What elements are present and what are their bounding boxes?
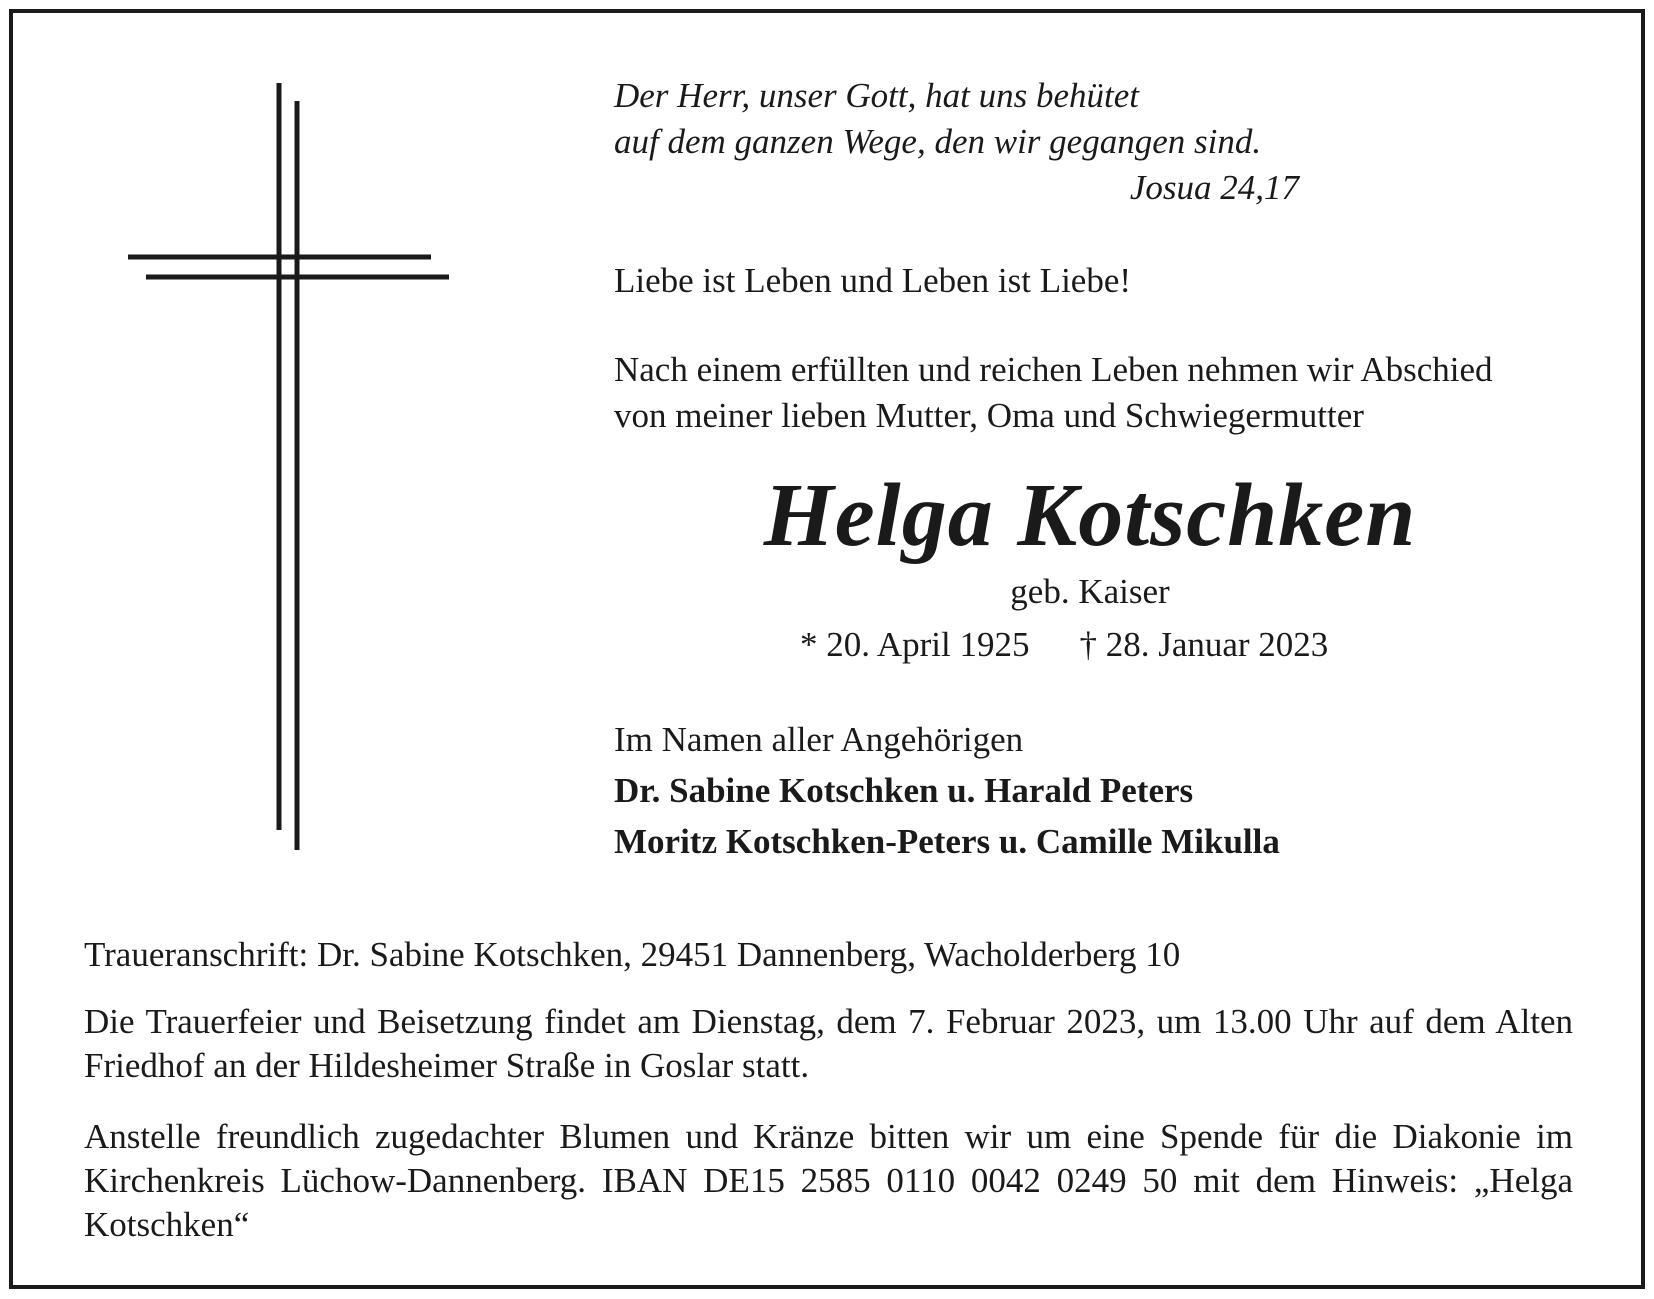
- verse-reference: Josua 24,17: [1129, 168, 1299, 207]
- donation-info: Anstelle freundlich zugedachter Blumen und Kränze bitten wir um eine Spende für die Diakonie im Kirchenkreis Lüchow-Dannenberg. IBAN DE15 2585 0110 0042 0249 50 mit dem Hinweis: „Helga Kotschken“: [84, 1117, 1573, 1244]
- intro-line-2: von meiner lieben Mutter, Oma und Schwiegermutter: [614, 396, 1364, 435]
- mourners-intro: Im Namen aller Angehörigen: [614, 720, 1024, 759]
- death-date: † 28. Januar 2023: [1079, 625, 1329, 664]
- birth-date: * 20. April 1925: [800, 625, 1030, 664]
- verse-line-1: Der Herr, unser Gott, hat uns behütet: [614, 76, 1139, 115]
- verse-line-2: auf dem ganzen Wege, den wir gegangen sind.: [614, 122, 1262, 161]
- intro-line-1: Nach einem erfüllten und reichen Leben nehmen wir Abschied: [614, 350, 1493, 389]
- life-dates: [800, 622, 1328, 668]
- mourners-line-1: Dr. Sabine Kotschken u. Harald Peters: [614, 771, 1194, 810]
- birth-name: geb. Kaiser: [1010, 572, 1170, 611]
- deceased-name: Helga Kotschken: [763, 466, 1417, 565]
- motto: Liebe ist Leben und Leben ist Liebe!: [614, 261, 1132, 300]
- funeral-info: Die Trauerfeier und Beisetzung findet am Dienstag, dem 7. Februar 2023, um 13.00 Uhr auf dem Alten Friedhof an der Hildesheimer Straße in Goslar statt.: [84, 1002, 1573, 1085]
- mourning-address: Traueranschrift: Dr. Sabine Kotschken, 29451 Dannenberg, Wacholderberg 10: [84, 935, 1181, 974]
- mourners-line-2: Moritz Kotschken-Peters u. Camille Mikulla: [614, 822, 1280, 861]
- mourners: [614, 714, 1280, 867]
- bible-verse: [614, 73, 1299, 211]
- intro-text: [614, 347, 1493, 439]
